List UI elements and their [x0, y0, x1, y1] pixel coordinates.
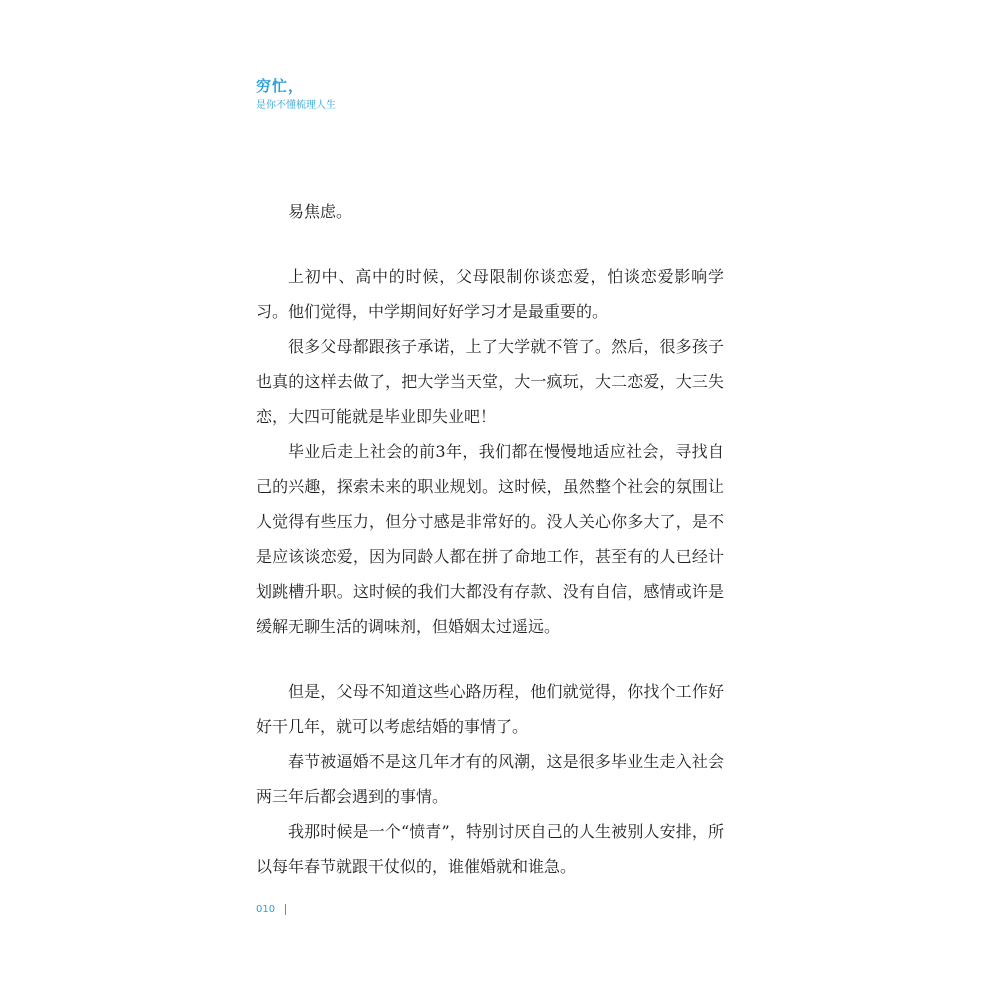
page-body [256, 194, 724, 884]
paragraph: 很多父母都跟孩子承诺，上了大学就不管了。然后，很多孩子也真的这样去做了，把大学当天堂，大一疯玩，大二恋爱，大三失恋，大四可能就是毕业即失业吧！ [256, 337, 724, 426]
page-divider [285, 904, 286, 915]
running-header-title: 穷忙， [256, 77, 305, 95]
paragraph: 上初中、高中的时候，父母限制你谈恋爱，怕谈恋爱影响学习。他们觉得，中学期间好好学习才是最重要的。 [256, 267, 724, 321]
page-footer [256, 904, 286, 915]
paragraph: 易焦虑。 [288, 202, 353, 221]
running-header-subtitle: 是你不懂梳理人生 [256, 100, 336, 111]
page-number: 010 [256, 904, 276, 915]
running-header [256, 76, 336, 114]
paragraph: 春节被逼婚不是这几年才有的风潮，这是很多毕业生走入社会两三年后都会遇到的事情。 [256, 752, 724, 806]
paragraph: 但是，父母不知道这些心路历程，他们就觉得，你找个工作好好干几年，就可以考虑结婚的事情了。 [256, 682, 724, 736]
paragraph: 我那时候是一个“愤青”，特别讨厌自己的人生被别人安排，所以每年春节就跟干仗似的，谁催婚就和谁急。 [256, 822, 724, 876]
paragraph: 毕业后走上社会的前3年，我们都在慢慢地适应社会，寻找自己的兴趣，探索未来的职业规划。这时候，虽然整个社会的氛围让人觉得有些压力，但分寸感是非常好的。没人关心你多大了，是不是应该谈恋爱，因为同龄人都在拼了命地工作，甚至有的人已经计划跳槽升职。这时候的我们大都没有存款、没有自信，感情或许是缓解无聊生活的调味剂，但婚姻太过遥远。 [256, 442, 724, 636]
